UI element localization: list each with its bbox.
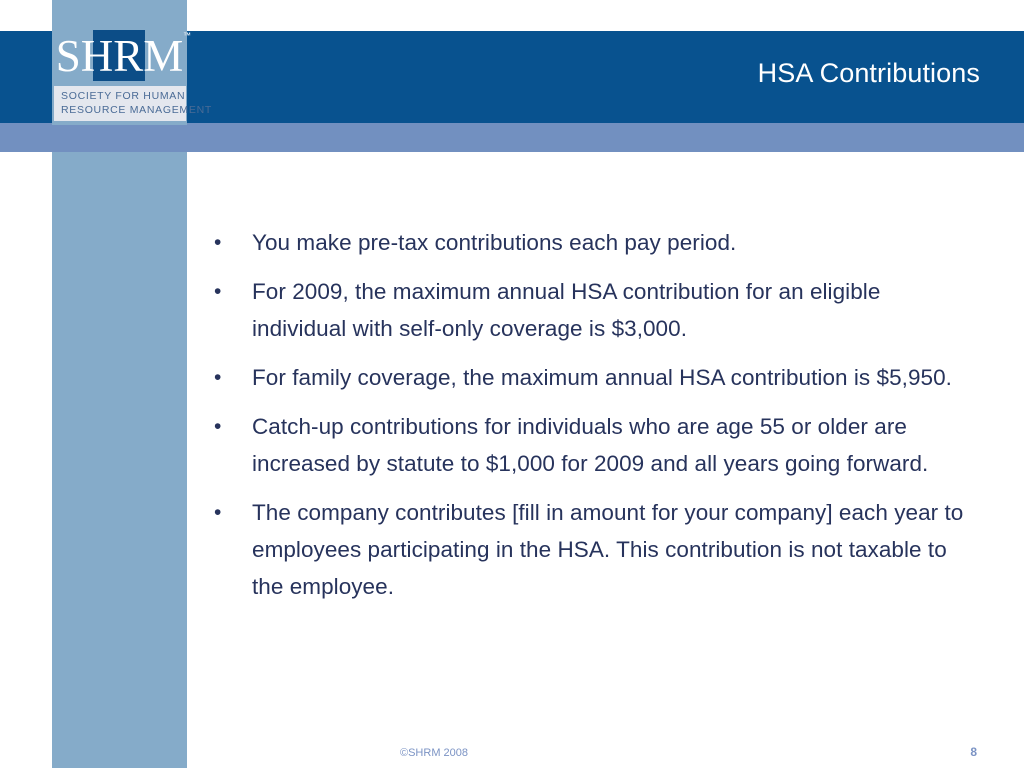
footer-page-number: 8 (970, 745, 977, 759)
list-item (213, 494, 973, 605)
shrm-logo (52, 0, 212, 125)
list-item-text: For 2009, the maximum annual HSA contribution for an eligible individual with self-only coverage is $3,000. (252, 279, 881, 341)
logo-tagline-line-1: SOCIETY FOR HUMAN (61, 90, 186, 102)
trademark-symbol: ™ (183, 31, 191, 40)
page-title: HSA Contributions (757, 58, 980, 88)
bullet-marker-icon: • (214, 231, 222, 254)
bullet-marker-icon: • (214, 415, 222, 438)
list-item-text: Catch-up contributions for individuals who are age 55 or older are increased by statute to $1,000 for 2009 and all years going forward. (252, 414, 929, 476)
list-item-text: For family coverage, the maximum annual HSA contribution is $5,950. (252, 365, 952, 390)
list-item-text: You make pre-tax contributions each pay period. (252, 230, 737, 255)
logo-wordmark: SHRM (55, 31, 184, 81)
bullet-marker-icon: • (214, 366, 222, 389)
list-item (213, 224, 973, 261)
logo-tagline-box (54, 86, 212, 121)
bullet-list (213, 224, 973, 617)
logo-tagline-line-2: RESOURCE MANAGEMENT (61, 103, 212, 116)
list-item-text: The company contributes [fill in amount for your company] each year to employees participating in the HSA. This contribution is not taxable to the employee. (252, 500, 964, 599)
bullet-marker-icon: • (214, 501, 222, 524)
header-accent-band (0, 123, 1024, 152)
list-item (213, 273, 973, 347)
footer-copyright: ©SHRM 2008 (399, 747, 469, 759)
list-item (213, 408, 973, 482)
bullet-marker-icon: • (214, 280, 222, 303)
list-item (213, 359, 973, 396)
